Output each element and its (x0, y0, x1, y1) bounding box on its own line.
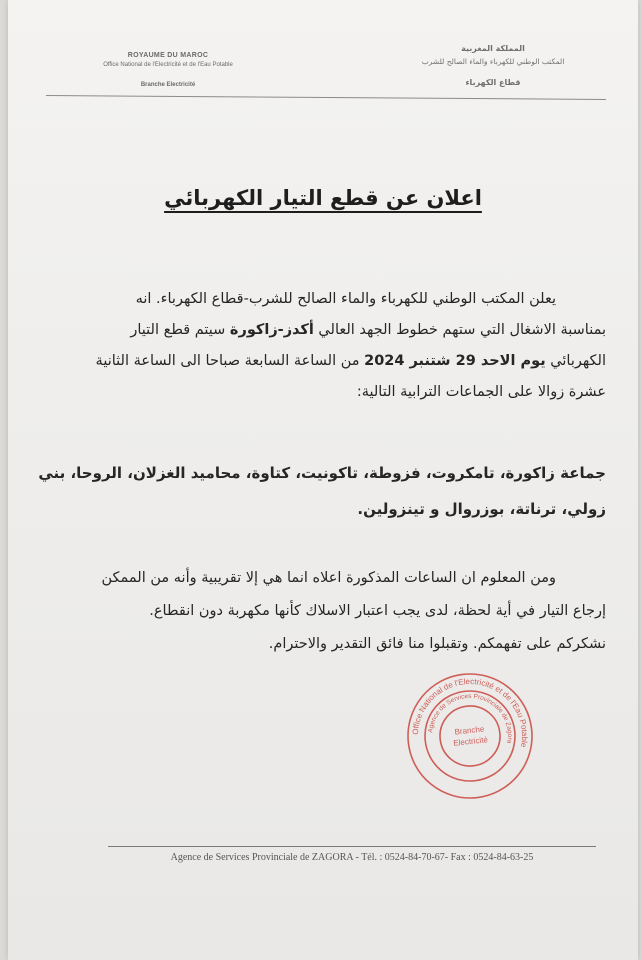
header-left-branch: Branche Electricité (140, 82, 196, 88)
stamp-ring-text: Office National de l'Electricité et de l'Eau Potable (410, 676, 530, 749)
text-span: من الساعة السابعة صباحا الى الساعة الثانية (95, 353, 365, 369)
header-right-kingdom: المملكة المغربية (461, 44, 525, 53)
notice-paragraph (46, 562, 606, 661)
document-title: اعلان عن قطع التيار الكهربائي (164, 186, 482, 210)
header-right-office: المكتب الوطني للكهرباء والماء الصالح للشرب (421, 57, 565, 66)
header-divider (46, 95, 606, 100)
document-sheet (8, 0, 638, 960)
footer-divider (108, 846, 596, 847)
paragraph-line: عشرة زوالا على الجماعات الترابية التالية: (356, 384, 606, 400)
text-span: بمناسبة الاشغال التي ستهم خطوط الجهد العالي (313, 322, 606, 338)
paragraph-line: جماعة زاكورة، تامكروت، فزوطة، تاكونيت، كتاوة، محاميد الغزلان، الروحا، بني (38, 464, 606, 482)
paragraph-line: ومن المعلوم ان الساعات المذكورة اعلاه انما هي إلا تقريبية وأنه من الممكن (101, 570, 556, 586)
stamp-center-line1: Branche (454, 724, 485, 737)
paragraph-line: نشكركم على تفهمكم. وتقبلوا منا فائق التقدير والاحترام. (268, 636, 606, 652)
header-right (388, 44, 598, 87)
text-span: سيتم قطع التيار (130, 322, 230, 338)
date-highlight: يوم الاحد 29 شتنبر 2024 (364, 353, 546, 369)
paragraph-line (46, 315, 606, 346)
footer-contact: Agence de Services Provinciale de ZAGORA - Tél. : 0524-84-70-67- Fax : 0524-84-63-25 (170, 852, 534, 863)
stamp-inner-text: Agence de Services Provinciale de Zagora (427, 692, 514, 744)
announcement-paragraph (46, 284, 606, 408)
header-right-branch: قطاع الكهرباء (465, 78, 521, 87)
header-left (68, 52, 268, 88)
stamp-center-line2: Electricité (452, 735, 489, 748)
line-name-highlight: أكدز-زاكورة (229, 322, 314, 338)
header-left-kingdom: ROYAUME DU MAROC (127, 52, 209, 59)
paragraph-line: يعلن المكتب الوطني للكهرباء والماء الصالح للشرب-قطاع الكهرباء. انه (135, 291, 556, 307)
text-span: الكهربائي (545, 353, 606, 369)
header-left-office: Office National de l'Electricité et de l'Eau Potable (103, 62, 233, 68)
paragraph-line (46, 346, 606, 377)
paragraph-line: زولي، ترناتة، بوزروال و تينزولين. (357, 500, 606, 518)
paragraph-line: إرجاع التيار في أية لحظة، لدى يجب اعتبار الاسلاك كأنها مكهربة دون انقطاع. (149, 603, 606, 619)
office-stamp (400, 666, 541, 807)
affected-communes-paragraph (38, 455, 606, 527)
